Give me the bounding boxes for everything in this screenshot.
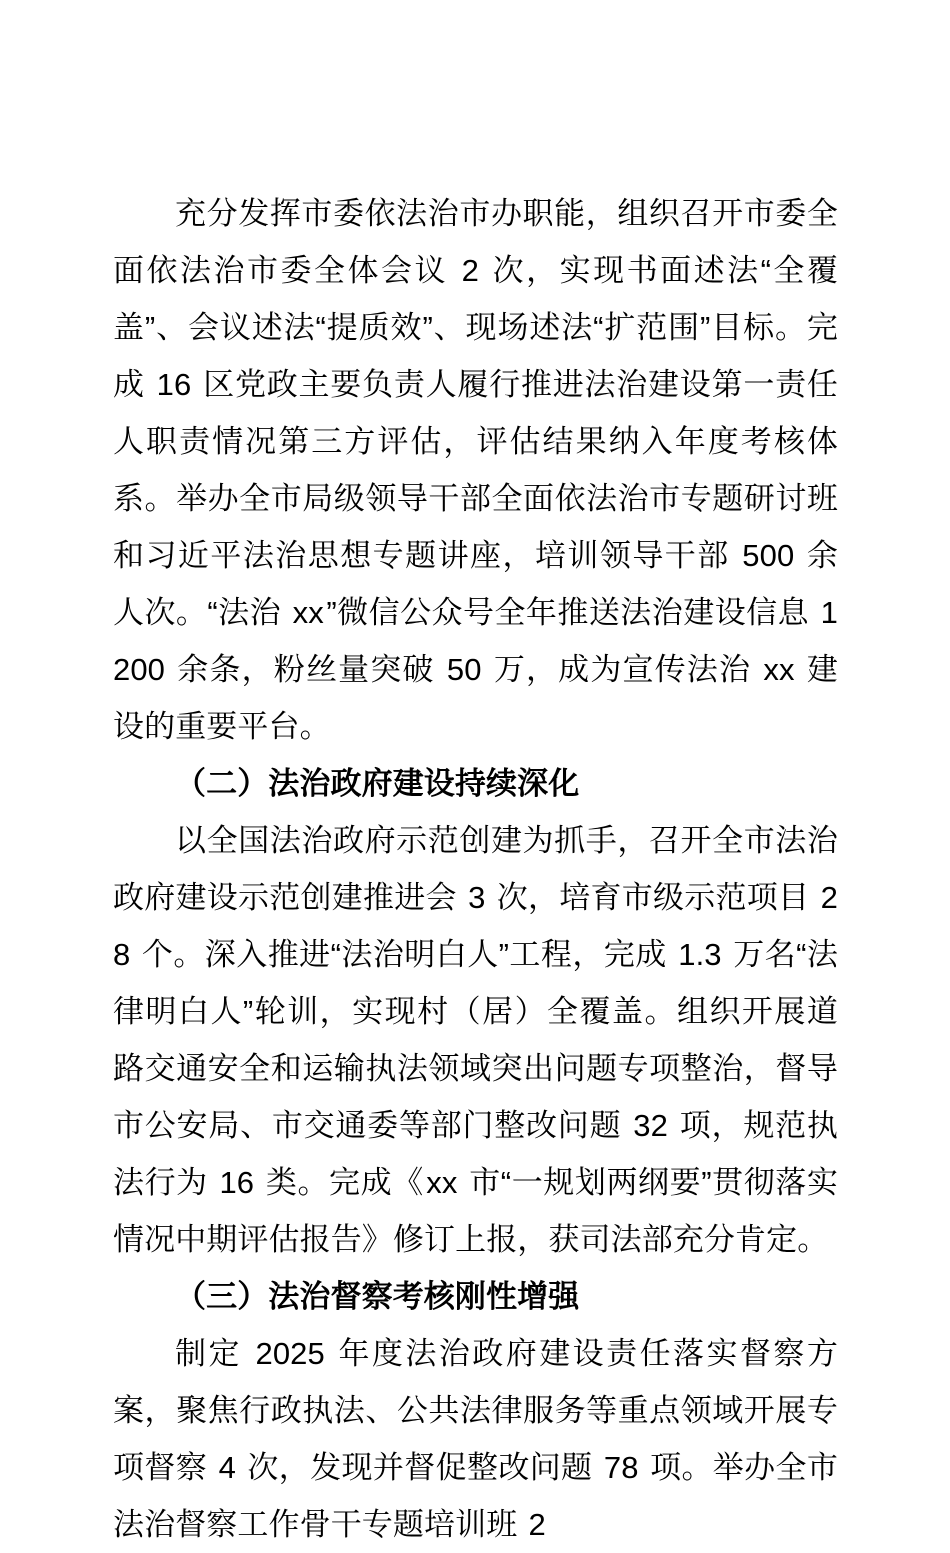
inline-numeral: 78 (603, 1450, 639, 1485)
document-body (113, 185, 838, 1553)
inline-numeral: xx (292, 595, 324, 630)
inline-numeral: xx (763, 652, 795, 687)
inline-numeral: 2025 (255, 1336, 325, 1371)
inline-numeral: 500 (742, 538, 795, 573)
inline-numeral: 28 (113, 880, 838, 972)
heading-section-three: （三）法治督察考核刚性增强 (175, 1279, 580, 1314)
inline-numeral: 50 (446, 652, 482, 687)
heading-section-two: （二）法治政府建设持续深化 (175, 766, 580, 801)
inline-numeral: 16 (156, 367, 192, 402)
inline-numeral: 2 (461, 253, 479, 288)
paragraph-rule-of-law-supervision: 制定 2025 年度法治政府建设责任落实督察方案，聚焦行政执法、公共法律服务等重点领域开展专项督察 4 次，发现并督促整改问题 78 项。举办全市法治督察工作骨干专题培训班 2 (113, 1336, 838, 1542)
inline-numeral: 3 (468, 880, 486, 915)
inline-numeral: 1.3 (678, 937, 722, 972)
inline-numeral: 16 (219, 1165, 255, 1200)
inline-numeral: 1200 (113, 595, 838, 687)
paragraph-rule-of-law-city-office: 充分发挥市委依法治市办职能，组织召开市委全面依法治市委全体会议 2 次，实现书面述法“全覆盖”、会议述法“提质效”、现场述法“扩范围”目标。完成 16 区党政主要负责人履行推进法治建设第一责任人职责情况第三方评估，评估结果纳入年度考核体系。举办全市局级领导干部全面依法治市专题研讨班和习近平法治思想专题讲座，培训领导干部 500 余人次。“法治 xx”微信公众号全年推送法治建设信息 1200 余条，粉丝量突破 50 万，成为宣传法治 xx 建设的重要平台。 (113, 196, 839, 744)
inline-numeral: 32 (633, 1108, 668, 1143)
inline-numeral: 4 (218, 1450, 236, 1485)
inline-numeral: 2 (528, 1507, 546, 1542)
paragraph-rule-of-law-government: 以全国法治政府示范创建为抓手，召开全市法治政府建设示范创建推进会 3 次，培育市级示范项目 28 个。深入推进“法治明白人”工程，完成 1.3 万名“法律明白人”轮训，实现村（居）全覆盖。组织开展道路交通安全和运输执法领域突出问题专项整治，督导市公安局、市交通委等部门整改问题 32 项，规范执法行为 16 类。完成《xx 市“一规划两纲要”贯彻落实情况中期评估报告》修订上报，获司法部充分肯定。 (113, 823, 838, 1257)
inline-numeral: xx (426, 1165, 458, 1200)
